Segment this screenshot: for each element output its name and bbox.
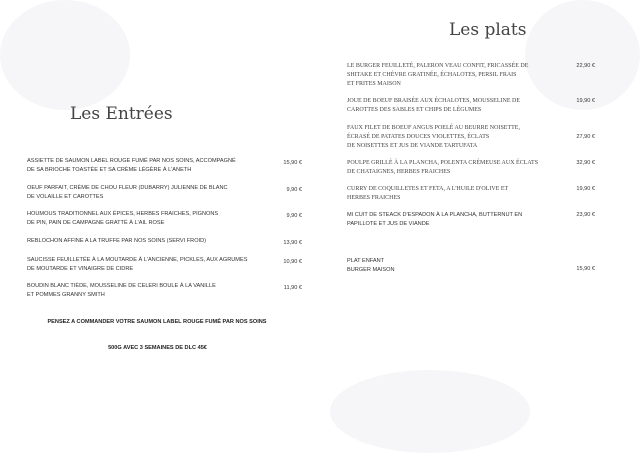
entree-item [27, 157, 236, 175]
entree-price: 10,90 € [283, 259, 302, 265]
plat-item [347, 211, 522, 229]
plat-price: 32,90 € [576, 160, 595, 166]
plats-title: Les plats [449, 20, 527, 40]
plat-item [347, 124, 520, 151]
plat-price: 22,90 € [576, 63, 595, 69]
item-text: REBLOCHON AFFINE A LA TRUFFE PAR NOS SOINS (SERVI FROID) [27, 238, 207, 244]
plat-item [347, 62, 528, 89]
item-text: DE NOISETTES ET JUS DE VIANDE TARTUFATA [347, 143, 478, 149]
entree-price: 13,90 € [283, 240, 302, 246]
plat-price: 27,90 € [576, 134, 595, 140]
item-text: ASSIETTE DE SAUMON LABEL ROUGE FUMÉ PAR NOS SOINS, ACCOMPAGNÉ [27, 158, 236, 164]
item-text: FAUX FILET DE BOEUF ANGUS POELÉ AU BEURRE NOISETTE, [347, 125, 520, 131]
plat-item [347, 97, 520, 115]
saumon-offer: 500G AVEC 3 SEMAINES DE DLC 45€ [108, 345, 207, 351]
item-text: LE BURGER FEUILLETÉ, PALERON VEAU CONFIT, FRICASSÉE DE [347, 63, 529, 69]
background-decoration [525, 0, 640, 110]
item-text: JOUE DE BOEUF BRAISÉE AUX ÉCHALOTES, MOUSSELINE DE [347, 98, 521, 104]
saumon-note: PENSEZ A COMMANDER VOTRE SAUMON LABEL ROUGE FUMÉ PAR NOS SOINS [47, 319, 267, 325]
entree-item [27, 256, 247, 274]
item-text: ET POMMES GRANNY SMITH [27, 292, 105, 298]
item-text: OEUF PARFAIT, CRÈME DE CHOU FLEUR (DUBARRY) JULIENNE DE BLANC [27, 185, 228, 191]
entree-item [27, 282, 216, 300]
item-text: SHITAKE ET CHÈVRE GRATINÉE, ÉCHALOTES, PERSIL FRAIS [347, 72, 517, 78]
plat-enfant-price: 15,90 € [576, 266, 595, 272]
item-text: DE CHATAIGNES, HERBES FRAICHES [347, 169, 451, 175]
entree-item [27, 184, 228, 202]
plat-price: 19,90 € [576, 98, 595, 104]
item-text: DE PIN, PAIN DE CAMPAGNE GRATTÉ À L'AIL ROSE [27, 220, 165, 226]
item-text: PLAT ENFANT [347, 258, 385, 264]
item-text: DE VOLAILLE ET CAROTTES [27, 194, 104, 200]
entrees-title: Les Entrées [70, 104, 173, 124]
item-text: HERBES FRAICHES [347, 195, 401, 201]
item-text: BOUDIN BLANC TIÈDE, MOUSSELINE DE CELERI BOULE À LA VANILLE [27, 283, 216, 289]
item-text: CAROTTES DES SABLES ET CHIPS DE LÉGUMES [347, 107, 482, 113]
item-text: POULPE GRILLÉ À LA PLANCHA, POLENTA CRÉMEUSE AUX ÉCLATS [347, 160, 539, 166]
item-text: DE MOUTARDE ET VINAIGRE DE CIDRE [27, 266, 134, 272]
plat-price: 23,90 € [576, 212, 595, 218]
background-decoration [330, 370, 530, 453]
plat-item [347, 185, 508, 203]
entree-price: 15,90 € [283, 160, 302, 166]
background-decoration [0, 0, 130, 110]
plat-enfant [347, 257, 395, 275]
item-text: ÉCRASÉ DE PATATES DOUCES VIOLETTES, ÉCLATS [347, 134, 490, 140]
item-text: DE SA BRIOCHE TOASTÉE ET SA CRÈME LÉGÈRE À L'ANETH [27, 167, 192, 173]
item-text: ET FRITES MAISON [347, 81, 401, 87]
entree-item [27, 210, 218, 228]
item-text: MI CUIT DE STEACK D'ESPADON À LA PLANCHA, BUTTERNUT EN [347, 212, 523, 218]
plat-item [347, 159, 538, 177]
plat-price: 19,90 € [576, 186, 595, 192]
entree-price: 9,90 € [286, 213, 302, 219]
entree-price: 9,90 € [286, 187, 302, 193]
entree-item [27, 237, 206, 246]
item-text: CURRY DE COQUILLETES ET FETA, A L'HUILE D'OLIVE ET [347, 186, 509, 192]
item-text: SAUCISSE FEUILLETÉE À LA MOUTARDE À L'ANCIENNE, PICKLES, AUX AGRUMES [27, 257, 248, 263]
item-text: HOUMOUS TRADITIONNEL AUX ÉPICES, HERBES FRAICHES, PIGNONS [27, 211, 219, 217]
item-text: BURGER MAISON [347, 267, 395, 273]
entree-price: 11,90 € [283, 285, 302, 291]
item-text: PAPILLOTE ET JUS DE VIANDE [347, 221, 430, 227]
